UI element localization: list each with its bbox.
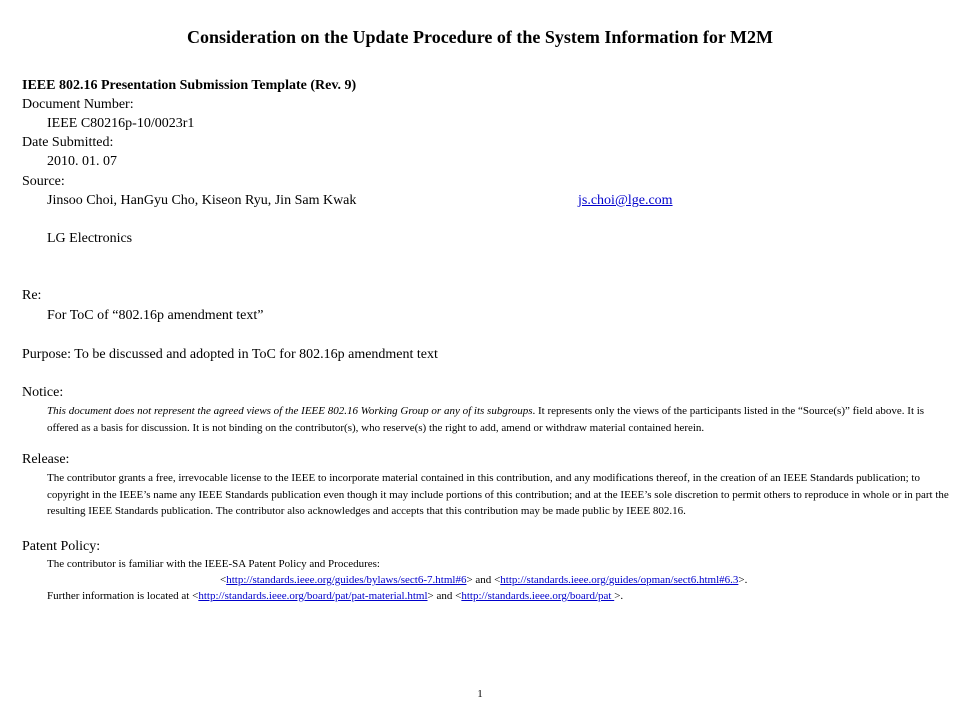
notice-italic: This document does not represent the agreed views of the IEEE 802.16 Working Group or any of its subgroups (47, 405, 533, 417)
date-submitted-label: Date Submitted: (22, 135, 114, 150)
source-affiliation: LG Electronics (47, 231, 133, 246)
lt-bracket: < (220, 574, 227, 586)
board-pat-link[interactable]: http://standards.ieee.org/board/pat (461, 590, 615, 602)
document-number-value: IEEE C80216p-10/0023r1 (47, 116, 195, 131)
release-label: Release: (22, 452, 70, 467)
document-title: Consideration on the Update Procedure of the System Information for M2M (187, 27, 773, 47)
re-label: Re: (22, 288, 42, 303)
notice-body (47, 403, 953, 436)
source-email-link[interactable]: js.choi@lge.com (578, 193, 673, 208)
lt-bracket: < (192, 590, 199, 602)
gt-end: >. (614, 590, 624, 602)
patent-policy-label: Patent Policy: (22, 539, 101, 554)
opman-link[interactable]: http://standards.ieee.org/guides/opman/sect6.html#6.3 (500, 574, 739, 586)
and-text: and (433, 590, 456, 602)
patent-links-line (220, 572, 747, 589)
release-body: The contributor grants a free, irrevocable license to the IEEE to incorporate material contained in this contribution, and any modifications thereof, in the creation of an IEEE Standards publication; to copyright in the IEEE’s name any IEEE Standards publication even though it may include portions of this contribution; and at the IEEE’s sole discretion to permit others to reproduce in whole or in part the resulting IEEE Standards publication. The contributor also acknowledges and accepts that this contribution may be made public by IEEE 802.16. (47, 472, 949, 517)
notice-text: . It represents only the views of the participants listed in the “Source(s)” field above. It is offered as a basis for discussion. It is not binding on the contributor(s), who reserve(s) the right to add, amend or withdraw material contained herein. (47, 405, 925, 434)
template-header: IEEE 802.16 Presentation Submission Template (Rev. 9) (22, 78, 357, 93)
and-text: and (472, 574, 495, 586)
date-submitted-value: 2010. 01. 07 (47, 154, 117, 169)
gt-bracket: > (427, 590, 434, 602)
patent-intro: The contributor is familiar with the IEEE-SA Patent Policy and Procedures: (47, 558, 380, 570)
lt-bracket: < (455, 590, 462, 602)
purpose-text: Purpose: To be discussed and adopted in ToC for 802.16p amendment text (22, 347, 438, 362)
further-text: Further information is located at (47, 590, 193, 602)
source-label: Source: (22, 174, 65, 189)
patent-further-line (47, 588, 623, 605)
notice-label: Notice: (22, 385, 64, 400)
gt-bracket: > (466, 574, 473, 586)
page-number: 1 (477, 688, 483, 700)
lt-bracket: < (494, 574, 501, 586)
document-number-label: Document Number: (22, 97, 134, 112)
re-value: For ToC of “802.16p amendment text” (47, 308, 264, 323)
bylaws-link[interactable]: http://standards.ieee.org/guides/bylaws/sect6-7.html#6 (226, 574, 467, 586)
gt-end: >. (738, 574, 748, 586)
pat-material-link[interactable]: http://standards.ieee.org/board/pat/pat-material.html (198, 590, 428, 602)
source-authors: Jinsoo Choi, HanGyu Cho, Kiseon Ryu, Jin Sam Kwak (47, 193, 357, 208)
